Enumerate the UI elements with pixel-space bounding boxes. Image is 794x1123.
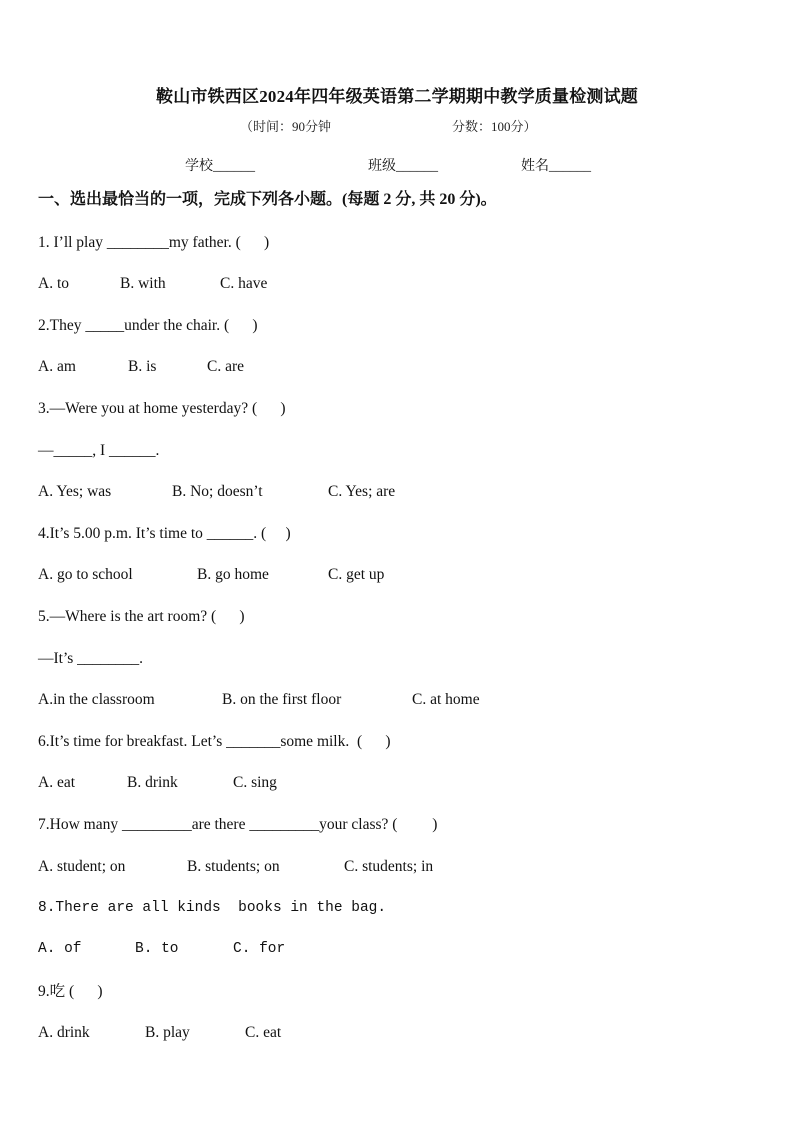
question-7: 7.How many _________are there _________your class? ( ) [38,816,438,833]
exam-score: 分数：100分） [452,119,537,134]
question-9: 9.吃 ( ) [38,983,103,1000]
q7-option-b: B. students; on [187,858,280,875]
name-field: 姓名______ [521,159,591,174]
q4-option-a: A. go to school [38,566,133,583]
question-4: 4.It’s 5.00 p.m. It’s time to ______. ( ) [38,525,291,542]
q6-option-c: C. sing [233,774,277,791]
question-3: 3.—Were you at home yesterday? ( ) [38,400,286,417]
q3-option-a: A. Yes; was [38,483,112,500]
q7-option-a: A. student; on [38,858,126,875]
q9-option-c: C. eat [245,1024,282,1041]
q1-option-a: A. to [38,275,69,292]
q4-option-c: C. get up [328,566,385,583]
q2-option-b: B. is [128,358,157,375]
q6-option-b: B. drink [127,774,178,791]
q8-option-c: C. for [233,941,286,957]
q3-option-b: B. No; doesn’t [172,483,263,500]
q3-option-c: C. Yes; are [328,483,396,500]
question-5: 5.—Where is the art room? ( ) [38,608,245,625]
question-2: 2.They _____under the chair. ( ) [38,317,258,334]
q2-option-c: C. are [207,358,245,375]
exam-time: （时间：90分钟 [240,119,332,134]
q6-option-a: A. eat [38,774,76,791]
question-1: 1. I’ll play ________my father. ( ) [38,234,270,251]
q5-option-a: A.in the classroom [38,691,155,708]
q3-answer-line: —_____, I ______. [38,442,160,459]
school-field: 学校______ [185,159,255,174]
q4-option-b: B. go home [197,566,269,583]
section-heading: 一、选出最恰当的一项，完成下列各小题。(每题 2 分, 共 20 分)。 [38,191,497,208]
q1-option-b: B. with [120,275,166,292]
q8-option-b: B. to [135,941,179,957]
question-6: 6.It’s time for breakfast. Let’s _______some milk. ( ) [38,733,391,750]
q8-option-a: A. of [38,941,82,957]
question-8: 8.There are all kinds books in the bag. [38,900,387,916]
q9-option-a: A. drink [38,1024,90,1041]
page-title: 鞍山市铁西区2024年四年级英语第二学期期中教学质量检测试题 [156,87,638,106]
q5-option-c: C. at home [412,691,480,708]
q5-option-b: B. on the first floor [222,691,342,708]
q5-answer-line: —It’s ________. [38,650,144,667]
q9-option-b: B. play [145,1024,190,1041]
q1-option-c: C. have [220,275,268,292]
q2-option-a: A. am [38,358,76,375]
class-field: 班级______ [368,159,438,174]
q7-option-c: C. students; in [344,858,434,875]
